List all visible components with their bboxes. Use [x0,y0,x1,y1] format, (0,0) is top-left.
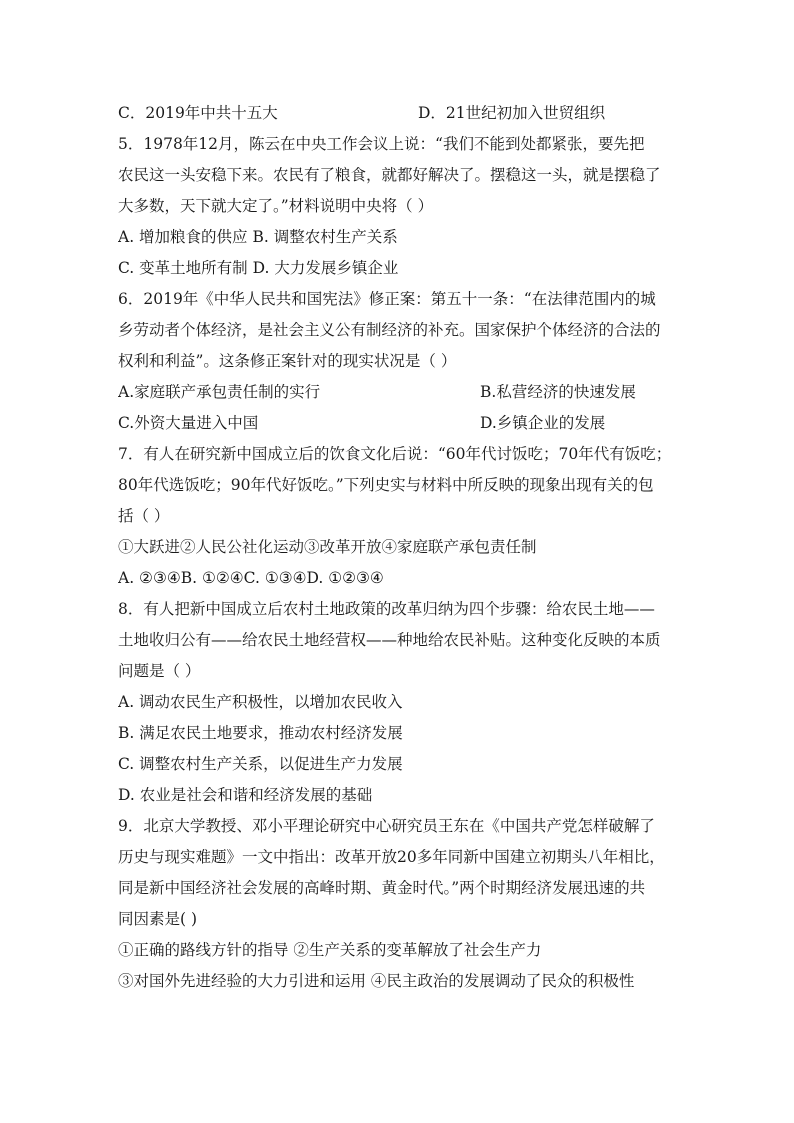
q4-option-d: D．21世纪初加入世贸组织 [418,104,606,122]
q9-stem-line: 同因素是( ) [118,910,198,928]
q9-stem-line: 同是新中国经济社会发展的高峰时期、黄金时代。”两个时期经济发展迅速的共 [118,879,646,897]
q7-stem-line: 7．有人在研究新中国成立后的饮食文化后说：“60年代讨饭吃；70年代有饭吃； [118,445,672,463]
question-7 [118,439,688,594]
question-5 [118,129,688,284]
q7-options: A. ②③④B. ①②④C. ①③④D. ①②③④ [118,569,384,587]
q8-option-b: B. 满足农民土地要求，推动农村经济发展 [118,724,403,742]
q5-options-cd: C. 变革土地所有制 D. 大力发展乡镇企业 [118,259,399,277]
q6-option-d: D.乡镇企业的发展 [480,414,606,432]
q7-stem-line: 80年代选饭吃；90年代好饭吃。”下列史实与材料中所反映的现象出现有关的包 [118,476,654,494]
q5-options-ab: A. 增加粮食的供应 B. 调整农村生产关系 [118,228,398,246]
question-9 [118,811,688,997]
q8-option-a: A. 调动农民生产积极性，以增加农民收入 [118,693,403,711]
q5-stem-line: 5．1978年12月，陈云在中央工作会议上说：“我们不能到处都紧张，要先把 [118,135,645,153]
q8-option-c: C. 调整农村生产关系，以促进生产力发展 [118,755,403,773]
q9-stem-line: 9．北京大学教授、邓小平理论研究中心研究员王东在《中国共产党怎样破解了 [118,817,655,835]
q6-options-row [118,377,688,408]
q5-stem-line: 农民这一头安稳下来。农民有了粮食，就都好解决了。摆稳这一头，就是摆稳了 [118,166,661,184]
q9-items-line: ①正确的路线方针的指导 ②生产关系的变革解放了社会生产力 [118,941,542,959]
q8-stem-line: 8．有人把新中国成立后农村土地政策的改革归纳为四个步骤：给农民土地—— [118,600,655,618]
q6-option-b: B.私营经济的快速发展 [480,383,636,401]
q6-option-c: C.外资大量进入中国 [118,414,259,432]
q6-options-row [118,408,688,439]
q7-stem-line: 括（ ） [118,507,170,525]
q4-options-row [118,98,688,129]
q8-stem-line: 问题是（ ） [118,662,201,680]
q6-stem-line: 乡劳动者个体经济，是社会主义公有制经济的补充。国家保护个体经济的合法的 [118,321,661,339]
q4-option-c: C．2019年中共十五大 [118,104,278,122]
q8-stem-line: 土地收归公有——给农民土地经营权——种地给农民补贴。这种变化反映的本质 [118,631,661,649]
q5-stem-line: 大多数，天下就大定了。”材料说明中央将（ ） [118,197,434,215]
q7-items: ①大跃进②人民公社化运动③改革开放④家庭联产承包责任制 [118,538,537,556]
question-content [118,98,688,997]
q6-stem-line: 6．2019年《中华人民共和国宪法》修正案：第五十一条：“在法律范围内的城 [118,290,656,308]
q6-stem-line: 权利和利益”。这条修正案针对的现实状况是（ ） [118,352,457,370]
q8-option-d: D. 农业是社会和谐和经济发展的基础 [118,786,373,804]
question-6 [118,284,688,439]
q9-stem-line: 历史与现实难题》一文中指出：改革开放20多年同新中国建立初期头八年相比， [118,848,665,866]
question-8 [118,594,688,811]
q6-option-a: A.家庭联产承包责任制的实行 [118,383,321,401]
q9-items-line: ③对国外先进经验的大力引进和运用 ④民主政治的发展调动了民众的积极性 [118,972,635,990]
